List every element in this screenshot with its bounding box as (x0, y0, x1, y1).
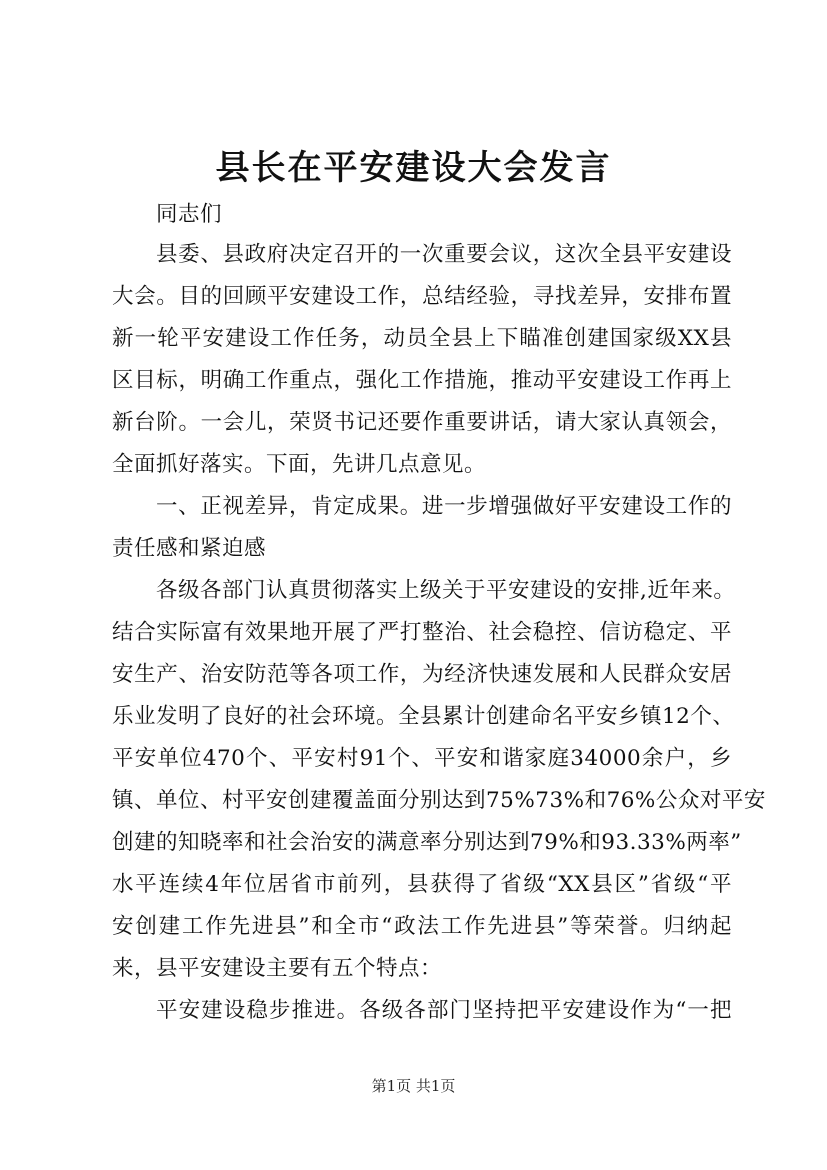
section-heading-line: 责任感和紧迫感 (112, 536, 267, 561)
section-heading-line: 一、正视差异，肯定成果。进一步增强做好平安建设工作的 (156, 494, 732, 519)
body-line: 乐业发明了良好的社会环境。全县累计创建命名平安乡镇12个、 (112, 704, 735, 729)
body-line: 各级各部门认真贯彻落实上级关于平安建设的安排,近年来。 (156, 578, 736, 603)
body-line: 安生产、治安防范等各项工作，为经济快速发展和人民群众安居 (112, 662, 732, 687)
salutation-line: 同志们 (156, 202, 223, 227)
body-line: 平安建设稳步推进。各级各部门坚持把平安建设作为“一把 (156, 998, 732, 1023)
body-line: 平安单位470个、平安村91个、平安和谐家庭34000余户，乡 (112, 746, 732, 771)
body-line: 结合实际富有效果地开展了严打整治、社会稳控、信访稳定、平 (112, 620, 732, 645)
body-line: 新一轮平安建设工作任务，动员全县上下瞄准创建国家级XX县 (112, 326, 732, 351)
page-number: 第1页 共1页 (371, 1077, 456, 1095)
body-line: 区目标，明确工作重点，强化工作措施，推动平安建设工作再上 (112, 368, 732, 393)
body-line: 安创建工作先进县”和全市“政法工作先进县”等荣誉。归纳起 (112, 914, 732, 939)
document-title: 县长在平安建设大会发言 (215, 148, 612, 188)
body-line: 新台阶。一会儿，荣贤书记还要作重要讲话，请大家认真领会， (112, 410, 732, 435)
body-line: 来，县平安建设主要有五个特点： (112, 956, 443, 981)
body-line: 县委、县政府决定召开的一次重要会议，这次全县平安建设 (156, 242, 732, 267)
body-line: 全面抓好落实。下面，先讲几点意见。 (112, 452, 487, 477)
body-line: 大会。目的回顾平安建设工作，总结经验，寻找差异，安排布置 (112, 284, 732, 309)
body-line: 镇、单位、村平安创建覆盖面分别达到75%73%和76%公众对平安 (112, 788, 766, 813)
body-line: 水平连续4年位居省市前列，县获得了省级“XX县区”省级“平 (112, 872, 732, 897)
body-line: 创建的知晓率和社会治安的满意率分别达到79%和93.33%两率” (112, 830, 742, 855)
